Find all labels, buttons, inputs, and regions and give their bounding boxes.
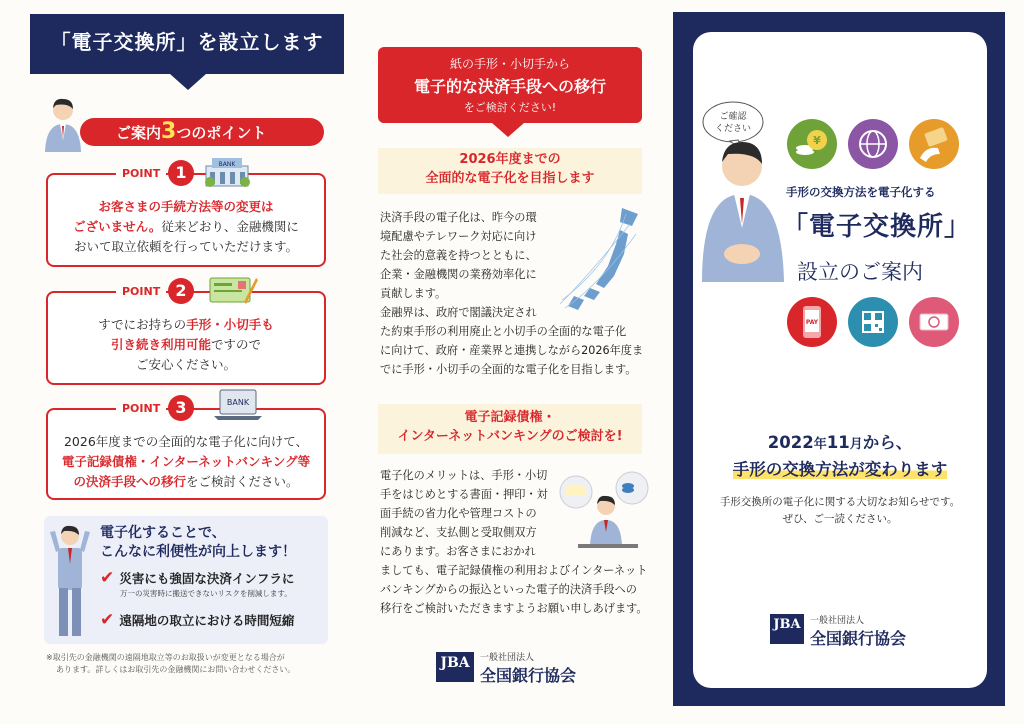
point-3-label: POINT xyxy=(116,402,166,415)
middle-banner-line3: をご検討ください! xyxy=(463,101,557,114)
subheading-1-line1: 2026年度までの xyxy=(459,152,561,167)
paragraph-2 xyxy=(380,466,648,618)
jba-logo-text: JBA xyxy=(440,655,470,671)
org-type: 一般社団法人 xyxy=(480,653,535,663)
bubble-line1: ご確認 xyxy=(719,112,747,122)
date-line-2: 手形の交換方法が変わります xyxy=(732,460,948,479)
paragraph-2-line: バンキングからの振込といった電子的決済手段への xyxy=(380,583,637,596)
globe-icon xyxy=(847,118,899,170)
paragraph-1-line: 境配慮やテレワーク対応に向け xyxy=(380,230,537,243)
smartphone-pay-icon xyxy=(786,296,838,348)
paragraph-2-line: ましても、電子記録債権の利用およびインターネット xyxy=(380,564,648,577)
benefit-item-1 xyxy=(100,568,326,599)
middle-banner-line1: 紙の手形・小切手から xyxy=(449,57,570,71)
subheading-2-line1: 電子記録債権・ xyxy=(464,410,556,425)
notice-line1: 手形交換所の電子化に関する大切なお知らせです。 xyxy=(719,496,961,508)
point-2-text: すでにお持ちの xyxy=(98,317,187,332)
subheading-2-line2: インターネットバンキングのご検討を! xyxy=(397,429,623,444)
cover-title-small: 手形の交換方法を電子化する xyxy=(786,185,936,199)
yen-symbol: ¥ xyxy=(813,134,821,147)
subheading-2 xyxy=(378,408,642,446)
point-2-text2: ですので xyxy=(211,337,262,352)
businessman-icon xyxy=(40,96,86,152)
benefit-title-line2: こんなに利便性が向上します！ xyxy=(100,544,296,560)
subheading-1-line2: 全面的な電子化を目指します xyxy=(425,171,595,186)
benefit-title-line1: 電子化することで、 xyxy=(100,525,226,541)
date-line-1 xyxy=(693,430,987,457)
point-3-red2: の決済手段への移行 xyxy=(73,474,186,489)
date-from: から、 xyxy=(862,433,913,452)
point-1-box xyxy=(46,173,326,267)
benefit-item-1-title: 災害にも強固な決済インフラに xyxy=(119,571,295,586)
point-3-number: 3 xyxy=(168,395,194,421)
org-name-block-cover xyxy=(810,613,906,649)
paragraph-1-line: 決済手段の電子化は、昨今の環 xyxy=(380,211,537,224)
businessman-cheering-icon xyxy=(48,522,92,642)
date-month-unit: 月 xyxy=(849,437,863,452)
points-header-num: 3 xyxy=(161,119,177,144)
subheading-1 xyxy=(378,150,642,188)
point-1-number: 1 xyxy=(168,160,194,186)
org-name-cover: 全国銀行協会 xyxy=(810,629,907,648)
points-header-pre: ご案内 xyxy=(116,124,162,142)
jba-logo xyxy=(436,652,474,682)
paragraph-1-line: 企業・金融機関の業務効率化に xyxy=(380,268,537,281)
bubble-line2: ください xyxy=(714,124,752,134)
paragraph-1 xyxy=(380,208,648,379)
paragraph-2-line: にあります。お客さまにおかれ xyxy=(380,545,536,558)
benefit-item-2-title: 遠隔地の取立における時間短縮 xyxy=(119,613,295,628)
paragraph-2-line: 削減など、支払側と受取側双方 xyxy=(380,526,537,539)
points-header xyxy=(80,118,324,146)
footnote-line1: ※取引先の金融機関の遠隔地取立等のお取扱いが変更となる場合が xyxy=(46,653,285,662)
point-2-box xyxy=(46,291,326,385)
point-3-text: 2026年度までの全面的な電子化に向けて、 xyxy=(63,434,309,449)
point-1-label: POINT xyxy=(116,167,166,180)
paragraph-1-line: でに手形・小切手の全面的な電子化を目指します。 xyxy=(380,363,637,376)
jba-logo-cover-text: JBA xyxy=(773,617,801,632)
check-icon: ✔ xyxy=(100,568,115,588)
bank-building-icon xyxy=(204,154,250,188)
point-2-red2: 引き続き利用可能 xyxy=(110,337,211,352)
bank-building-sign: BANK xyxy=(218,161,236,168)
benefit-item-2 xyxy=(100,610,326,630)
laptop-bank-sign: BANK xyxy=(226,398,250,407)
jba-logo-cover xyxy=(770,614,804,644)
paragraph-2-line: 電子化のメリットは、手形・小切 xyxy=(380,469,548,482)
points-header-post: つのポイント xyxy=(176,124,267,142)
point-3-box xyxy=(46,408,326,500)
point-2-red: 手形・小切手も xyxy=(186,317,274,332)
paragraph-1-line: た社会的意義を持つとともに、 xyxy=(380,249,537,262)
paragraph-1-line: 金融界は、政府で閣議決定され xyxy=(380,306,537,319)
point-1-red2: ございません。 xyxy=(73,219,162,234)
middle-banner-line2: 電子的な決済手段への移行 xyxy=(413,77,606,96)
card-payment-icon xyxy=(908,118,960,170)
middle-banner-notch xyxy=(492,123,524,137)
laptop-bank-icon xyxy=(214,388,262,422)
qr-code-icon xyxy=(847,296,899,348)
point-3-text2: をご検討ください。 xyxy=(186,474,299,489)
point-2-label: POINT xyxy=(116,285,166,298)
pay-label: PAY xyxy=(805,319,819,326)
org-type-cover: 一般社団法人 xyxy=(810,616,865,626)
cheque-pen-icon xyxy=(208,272,258,306)
benefit-title xyxy=(100,524,296,562)
notice-line2: ぜひ、ご一読ください。 xyxy=(782,513,898,525)
point-1-red: お客さまの手続方法等の変更は xyxy=(98,199,274,214)
point-1-text: 従来どおり、金融機関に xyxy=(161,219,299,234)
coins-yen-icon xyxy=(786,118,838,170)
date-month: 11 xyxy=(826,433,850,452)
footnote xyxy=(46,652,336,676)
point-2-number: 2 xyxy=(168,278,194,304)
point-3-red: 電子記録債権・インターネットバンキング等 xyxy=(61,454,311,469)
cover-title-main: 「電子交換所」 xyxy=(782,212,972,242)
businessman-illustration xyxy=(698,136,790,282)
point-1-text2: おいて取立依頼を行っていただけます。 xyxy=(73,239,298,254)
paragraph-2-line: 面手続の省力化や管理コストの xyxy=(380,507,537,520)
paragraph-2-line: 移行をご検討いただきますようお願い申しあげます。 xyxy=(380,602,648,615)
notice xyxy=(693,494,987,528)
banknote-icon xyxy=(908,296,960,348)
middle-banner xyxy=(378,47,642,123)
cover-title-sub: 設立のご案内 xyxy=(797,260,923,284)
org-name: 全国銀行協会 xyxy=(480,666,577,685)
date-year: 2022 xyxy=(767,433,814,452)
date-headline xyxy=(693,430,987,482)
left-banner: 「電子交換所」を設立します xyxy=(30,14,344,74)
check-icon: ✔ xyxy=(100,610,115,630)
paragraph-1-line: た約束手形の利用廃止と小切手の全面的な電子化 xyxy=(380,325,627,338)
date-year-unit: 年 xyxy=(813,437,827,452)
footnote-line2: あります。詳しくはお取引先の金融機関にお問い合わせください。 xyxy=(56,665,296,674)
banner-notch xyxy=(170,74,206,90)
point-2-text3: ご安心ください。 xyxy=(135,357,236,372)
org-name-block xyxy=(480,650,576,686)
paragraph-1-line: に向けて、政府・産業界と連携しながら2026年度ま xyxy=(380,344,644,357)
benefit-item-1-sub: 万一の災害時に搬送できないリスクを削減します。 xyxy=(120,589,292,598)
paragraph-1-line: 貢献します。 xyxy=(380,287,447,300)
paragraph-2-line: 手をはじめとする書面・押印・対 xyxy=(380,488,548,501)
